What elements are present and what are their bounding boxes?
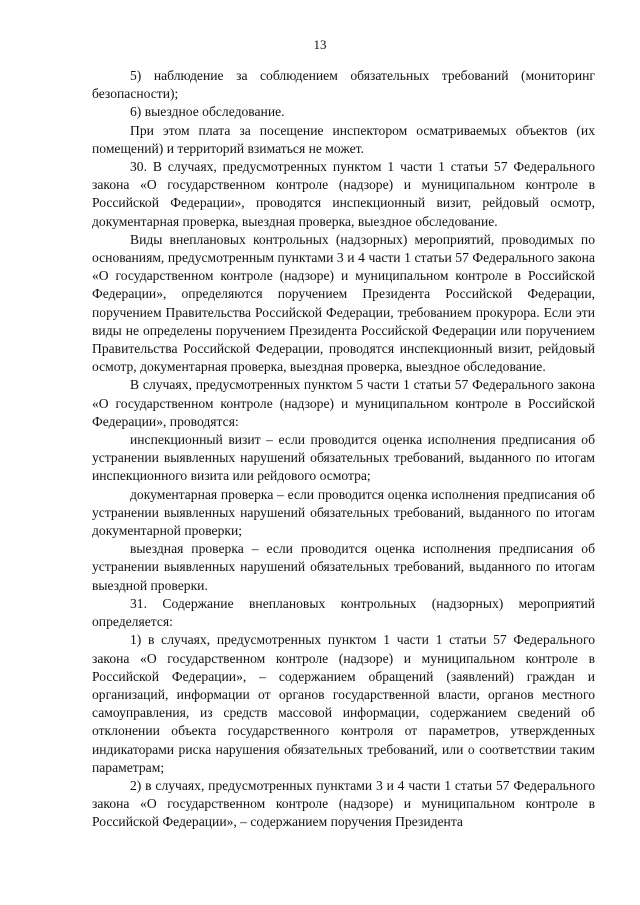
paragraph-item-6-inspection: 6) выездное обследование. [130, 104, 285, 120]
paragraph-fee-note: При этом плата за посещение инспектором осматриваемых объектов (их помещений) и территорий взиматься не может. [92, 122, 595, 156]
paragraph-inspection-visit: инспекционный визит – если проводится оценка исполнения предписания об устранении выявленных нарушений обязательных требований, выданного по итогам инспекционного визита или рейдового осмотра; [92, 432, 595, 484]
paragraph-onsite-check: выездная проверка – если проводится оценка исполнения предписания об устранении выявленных нарушений обязательных требований, выданного по итогам выездной проверки. [92, 541, 595, 593]
paragraph-item-5-monitoring: 5) наблюдение за соблюдением обязательных требований (мониторинг безопасности); [92, 68, 595, 102]
document-body [92, 67, 595, 832]
paragraph-clause-31-item-2: 2) в случаях, предусмотренных пунктами 3 и 4 части 1 статьи 57 Федерального закона «О государственном контроле (надзоре) и муниципальном контроле в Российской Федерации», – содержанием поручения Президента [92, 777, 595, 830]
page-number: 13 [313, 37, 327, 52]
paragraph-clause-31: 31. Содержание внеплановых контрольных (надзорных) мероприятий определяется: [92, 595, 595, 630]
paragraph-point-5-cases: В случаях, предусмотренных пунктом 5 части 1 статьи 57 Федерального закона «О государственном контроле (надзоре) и муниципальном контроле в Российской Федерации», проводятся: [92, 377, 595, 429]
paragraph-clause-30: 30. В случаях, предусмотренных пунктом 1 части 1 статьи 57 Федерального закона «О государственном контроле (надзоре) и муниципальном контроле в Российской Федерации», проводятся инспекционный визит, рейдовый осмотр, документарная проверка, выездная проверка, выездное обследование. [92, 159, 595, 229]
paragraph-documentary-check: документарная проверка – если проводится оценка исполнения предписания об устранении выявленных нарушений обязательных требований, выданного по итогам документарной проверки; [92, 486, 595, 539]
paragraph-unplanned-types: Виды внеплановых контрольных (надзорных) мероприятий, проводимых по основаниям, предусмотренным пунктами 3 и 4 части 1 статьи 57 Федерального закона «О государственном контроле (надзоре) и муниципальном контроле в Российской Федерации», определяются поручением Президента Российской Федерации, поручением Правительства Российской Федерации, требованием прокурора. Если эти виды не определены поручением Президента Российской Федерации или поручением Правительства Российской Федерации, проводятся инспекционный визит, рейдовый осмотр, документарная проверка, выездная проверка, выездное обследование. [92, 231, 595, 375]
paragraph-clause-31-item-1: 1) в случаях, предусмотренных пунктом 1 части 1 статьи 57 Федерального закона «О государственном контроле (надзоре) и муниципальном контроле в Российской Федерации», – содержанием обращений (заявлений) граждан и организаций, информации от органов государственной власти, органов местного самоуправления, из средств массовой информации, содержанием сведений об отклонении объекта государственного контроля от параметров, утвержденных индикаторами риска нарушения обязательных требований, или о соответствии таким параметрам; [92, 632, 595, 775]
